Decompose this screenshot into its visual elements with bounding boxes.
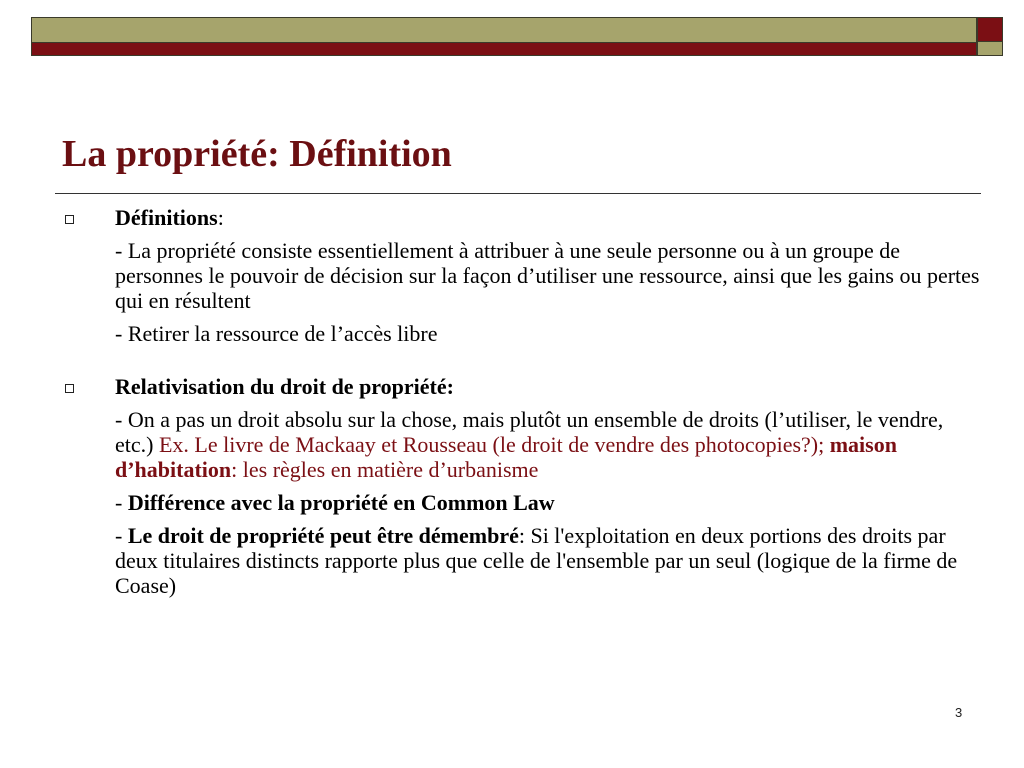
dash-text: - [115,490,128,515]
paragraph-text: : Si l'exploitation en deux portions des droits par deux titulaires distincts rapporte plus que celle de l'ensemble par un seul (logique de la firme de Coase) [115,523,958,598]
header-bar-olive-band [32,18,976,43]
bullet-definitions [60,205,980,230]
emphasis-text: Le droit de propriété peut être démembré [127,523,519,548]
square-bullet-icon [65,215,74,224]
header-corner-red-square [977,17,1003,42]
definition-paragraph: - Retirer la ressource de l’accès libre [115,321,438,346]
emphasis-text: Différence avec la propriété en Common Law [127,490,555,515]
relativisation-paragraph [60,523,980,598]
bullet-heading-colon: : [217,205,224,230]
paragraph-text: - On a pas un droit absolu sur la chose, mais plutôt un ensemble de droits (l’utiliser, le vendre, etc.) [115,407,944,457]
relativisation-paragraph [60,407,980,482]
dash-text: - [115,523,128,548]
page-number: 3 [955,705,963,720]
square-bullet-icon [65,384,74,393]
bullet-heading: Définitions [115,205,218,230]
example-emphasis: maison d’habitation [115,432,897,482]
bullet-relativisation [60,374,980,399]
slide-body [60,205,980,598]
example-text: : les règles en matière d’urbanisme [231,457,539,482]
header-corner-olive-square [977,41,1003,56]
header-bar [31,17,977,56]
title-divider [55,193,981,194]
slide-title: La propriété: Définition [62,133,452,175]
relativisation-paragraph [60,490,980,515]
bullet-heading: Relativisation du droit de propriété: [115,374,454,399]
example-text: Ex. Le livre de Mackaay et Rousseau (le droit de vendre des photocopies?); [158,432,830,457]
header-bar-maroon-band [32,43,976,55]
definition-paragraph: - La propriété consiste essentiellement à attribuer à une seule personne ou à un groupe de personnes le pouvoir de décision sur la façon d’utiliser une ressource, ainsi que les gains ou pertes qui en résultent [115,238,980,313]
